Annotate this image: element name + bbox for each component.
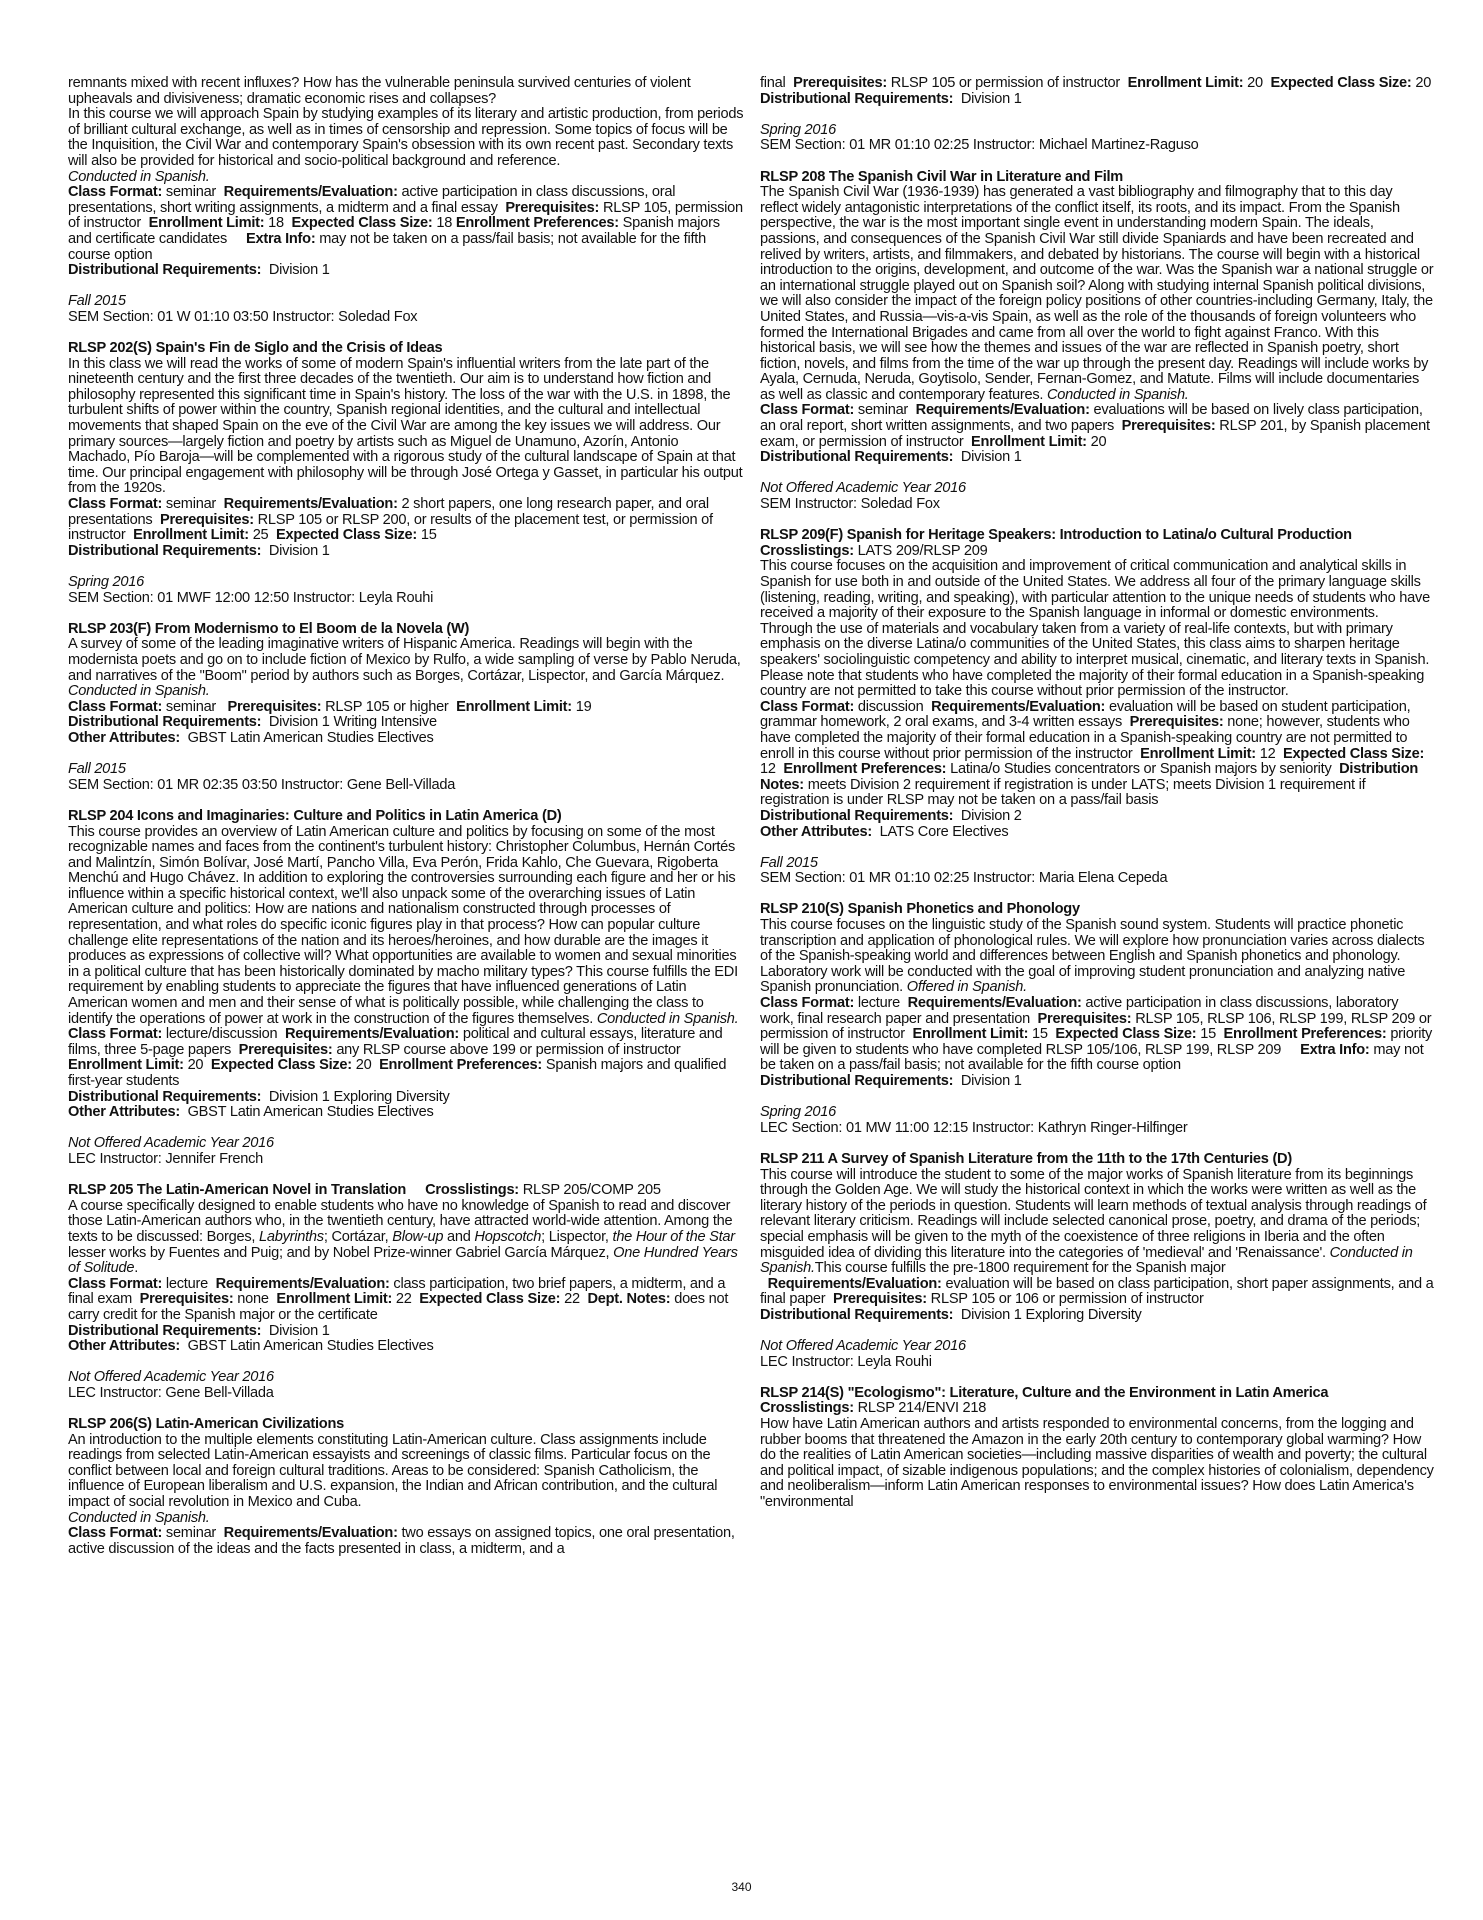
other-attributes: Other Attributes: GBST Latin American Studies Electives bbox=[68, 1338, 434, 1355]
distribution-requirements: Distributional Requirements: Division 1 Exploring Diversity bbox=[760, 1306, 1142, 1323]
course-term: Spring 2016 bbox=[760, 1104, 836, 1121]
course-description: The Spanish Civil War (1936-1939) has generated a vast bibliography and filmography that to this day reflect widely antagonistic interpretations of the conflict itself, its roots, and its impact. From the Spanish perspective, the war is the most important single event in understanding modern Spain. The ideals, passions, and consequences of the Spanish Civil War still divide Spaniards and have been recreated and relived by writers, artists, and filmmakers, and debated by historians. The course will begin with a historical introduction to the origins, development, and outcome of the war. Was the Spanish war a national struggle or an international struggle played out on Spanish soil? Along with studying internal Spanish political divisions, we will also consider the impact of the foreign policy positions of other countries-including Germany, Italy, the United States, and Russia—vis-a-vis Spain, as well as the role of the thousands of foreign volunteers who formed the International Brigades and came from all over the world to fight against Franco. With this historical basis, we will see how the themes and issues of the war are reflected in Spanish poetry, short fiction, novels, and films from the time of the war up through the present day. Readings will include works by Ayala, Cernuda, Neruda, Goytisolo, Sender, Fernan-Gomez, and Matute. Films will include documentaries as well as classic and contemporary features. Conducted in Spanish. bbox=[760, 184, 1434, 403]
distribution-requirements: Distributional Requirements: Division 2 bbox=[760, 807, 1022, 824]
course-term: Not Offered Academic Year 2016 bbox=[68, 1369, 274, 1386]
course-description: A survey of some of the leading imaginative writers of Hispanic America. Readings will begin with the modernista poets and go on to include fiction of Mexico by Rulfo, a wide sampling of verse by Pablo Neruda, and narratives of the "Boom" period by authors such as Borges, Cortázar, Lispector, and García Márquez. Conducted in Spanish. bbox=[68, 636, 741, 700]
course-crosslistings: Crosslistings: RLSP 214/ENVI 218 bbox=[760, 1400, 987, 1417]
course-details: Class Format: seminar Requirements/Evaluation: evaluations will be based on lively class participation, an oral report, short written assignments, and two papers Prerequisites: RLSP 201, by Spanish placement exam, or permission of instructor Enrollment Limit: 20 bbox=[760, 402, 1430, 450]
course-section: LEC Instructor: Leyla Rouhi bbox=[760, 1353, 932, 1370]
course-term: Spring 2016 bbox=[68, 574, 144, 590]
course-title-line: RLSP 205 The Latin-American Novel in Translation Crosslistings: RLSP 205/COMP 205 bbox=[68, 1182, 661, 1199]
course-term: Fall 2015 bbox=[68, 761, 126, 778]
course-description: In this course we will approach Spain by studying examples of its literary and artistic production, from periods of brilliant cultural exchange, as well as in times of censorship and repression. Some topics of focus will be the Inquisition, the Civil War and contemporary Spain's obsession with its own recent past. Secondary texts will also be provided for historical and socio-political background and reference. bbox=[68, 106, 744, 169]
course-details: Class Format: lecture Requirements/Evaluation: class participation, two brief papers, a midterm, and a final exam Prerequisites: none Enrollment Limit: 22 Expected Class Size: 22 Dept. Notes: does not carry credit for the Spanish major or the certificate bbox=[68, 1275, 729, 1323]
course-description: How have Latin American authors and artists responded to environmental concerns, from the logging and rubber booms that threatened the Amazon in the early 20th century to contemporary global warming? How do the realities of Latin American societies—including massive disparities of wealth and poverty; the cultural and political impact, of sizable indigenous populations; and the complex histories of colonialism, dependency and neoliberalism—inform Latin American responses to environmental issues? How does Latin America's "environmental bbox=[760, 1416, 1434, 1511]
course-title: RLSP 211 A Survey of Spanish Literature from the 11th to the 17th Centuries (D) bbox=[760, 1150, 1292, 1167]
course-title: RLSP 204 Icons and Imaginaries: Culture and Politics in Latin America (D) bbox=[68, 807, 562, 824]
course-term: Not Offered Academic Year 2016 bbox=[760, 1338, 966, 1355]
course-title: RLSP 202(S) Spain's Fin de Siglo and the Crisis of Ideas bbox=[68, 340, 443, 357]
course-description: An introduction to the multiple elements constituting Latin-American culture. Class assignments include readings from selected Latin-American essayists and screenings of classic films. Particular focus on the conflict between local and foreign cultural traditions. Areas to be considered: Spanish Catholicism, the influence of European liberalism and U.S. expansion, the Indian and African contribution, and the cultural impact of social revolution in Mexico and Cuba. bbox=[68, 1431, 718, 1511]
course-section: SEM Section: 01 MR 02:35 03:50 Instructor: Gene Bell-Villada bbox=[68, 776, 456, 793]
course-details: Requirements/Evaluation: evaluation will be based on class participation, short paper assignments, and a final paper Prerequisites: RLSP 105 or 106 or permission of instructor bbox=[760, 1275, 1434, 1308]
other-attributes: Other Attributes: GBST Latin American Studies Electives bbox=[68, 1104, 434, 1121]
page-number: 340 bbox=[731, 1880, 752, 1894]
course-term: Fall 2015 bbox=[760, 854, 818, 871]
course-details: Class Format: discussion Requirements/Evaluation: evaluation will be based on student participation, grammar homework, 2 oral exams, and 3-4 written essays Prerequisites: none; however, students who have completed the majority of their formal education in a Spanish-speaking country are not permitted to enroll in this course without prior permission of the instructor Enrollment Limit: 12 Expected Class Size: 12 Enrollment Preferences: Latina/o Studies concentrators or Spanish majors by seniority Distribution Notes: meets Division 2 requirement if registration is under LATS; meets Division 1 requirement if registration is under RLSP may not be taken on a pass/fail basis bbox=[760, 698, 1425, 809]
course-details: Class Format: seminar Requirements/Evaluation: active participation in class discussions, oral presentations, short writing assignments, a midterm and a final essay Prerequisites: RLSP 105, permission of instructor Enrollment Limit: 18 Expected Class Size: 18 Enrollment Preferences: Spanish majors and certificate candidates Extra Info: may not be taken on a pass/fail basis; not available for the fifth course option bbox=[68, 184, 743, 263]
distribution-requirements: Distributional Requirements: Division 1 bbox=[760, 449, 1022, 466]
right-column bbox=[760, 76, 1434, 1511]
course-crosslistings: Crosslistings: LATS 209/RLSP 209 bbox=[760, 542, 988, 559]
distribution-requirements: Distributional Requirements: Division 1 bbox=[68, 542, 330, 559]
distribution-requirements: Distributional Requirements: Division 1 Writing Intensive bbox=[68, 714, 437, 731]
course-description: This course focuses on the acquisition and improvement of critical communication and analytical skills in Spanish for use both in and outside of the United States. We address all four of the primary language skills (listening, reading, writing, and speaking), with particular attention to the unique needs of students who have received a majority of their exposure to the Spanish language in informal or domestic environments. Through the use of materials and vocabulary taken from a variety of real-life contexts, but with primary emphasis on the diverse Latina/o communities of the United States, this class aims to sharpen heritage speakers' sociolinguistic competency and ability to interpret musical, cinematic, and literary texts in Spanish. Please note that students who have completed the majority of their formal education in a Spanish-speaking country are not permitted to take this course without prior permission of the instructor. bbox=[760, 558, 1430, 700]
course-title: RLSP 208 The Spanish Civil War in Literature and Film bbox=[760, 168, 1124, 185]
course-details: Class Format: seminar Requirements/Evaluation: 2 short papers, one long research paper, and oral presentations Prerequisites: RLSP 105 or RLSP 200, or results of the placement test, or permission of instructor Enrollment Limit: 25 Expected Class Size: 15 bbox=[68, 496, 713, 544]
other-attributes: Other Attributes: LATS Core Electives bbox=[760, 823, 1009, 840]
distribution-requirements: Distributional Requirements: Division 1 bbox=[68, 262, 330, 279]
course-section: LEC Instructor: Gene Bell-Villada bbox=[68, 1384, 274, 1401]
course-description: In this class we will read the works of some of modern Spain's influential writers from the late part of the nineteenth century and the first three decades of the twentieth. Our aim is to understand how fiction and philosophy represented this significant time in Spain's history. The loss of the war with the U.S. in 1898, the turbulent shifts of power within the country, Spanish regional identities, and the cultural and intellectual movements that shaped Spain on the eve of the Civil War are among the key issues we will address. Our primary sources—largely fiction and poetry by artists such as Miguel de Unamuno, Azorín, Antonio Machado, Pío Baroja—will be complemented with a rigorous study of the cultural landscape of Spain at that time. Our principal engagement with philosophy will be through José Ortega y Gasset, in particular his output from the 1920s. bbox=[68, 355, 743, 497]
course-title: RLSP 205 The Latin-American Novel in Translation bbox=[68, 1182, 407, 1199]
course-details: Class Format: seminar Prerequisites: RLSP 105 or higher Enrollment Limit: 19 bbox=[68, 698, 592, 715]
course-description: A course specifically designed to enable students who have no knowledge of Spanish to read and discover those Latin-American authors who, in the twentieth century, have attracted world-wide attention. Among the texts to be discussed: Borges, Labyrinths; Cortázar, Blow-up and Hopscotch; Lispector, the Hour of the Star lesser works by Fuentes and Puig; and by Nobel Prize-winner Gabriel García Márquez, One Hundred Years of Solitude. bbox=[68, 1197, 738, 1277]
course-details: final Prerequisites: RLSP 105 or permission of instructor Enrollment Limit: 20 Expected Class Size: 20 bbox=[760, 75, 1432, 91]
distribution-requirements: Distributional Requirements: Division 1 Exploring Diversity bbox=[68, 1088, 450, 1105]
course-language-note: Conducted in Spanish. bbox=[68, 168, 210, 185]
course-description: This course provides an overview of Latin American culture and politics by focusing on some of the most recognizable names and faces from the continent's turbulent history: Christopher Columbus, Hernán Cortés and Malintzín, Simón Bolívar, José Martí, Pancho Villa, Eva Perón, Frida Kahlo, Che Guevara, Rigoberta Menchú and Hugo Chávez. In addition to exploring the controversies surrounding each figure and her or his influence within a specific historical context, we'll also unpack some of the overarching issues of Latin American culture and politics: How are nations and nationalism constructed through processes of representation, and what roles do specific iconic figures play in that process? How can popular culture challenge elite representations of the nation and its heroes/heroines, and how durable are the images it produces as expressions of collective will? What opportunities are available to women and sexual minorities in a political culture that has been historically dominated by macho military types? This course fulfills the EDI requirement by enabling students to appreciate the figures that have influenced generations of Latin American women and men and their sense of what is politically possible, while challenging the class to identify the operations of power at work in the construction of the figures themselves. Conducted in Spanish. bbox=[68, 823, 739, 1027]
course-section: SEM Section: 01 MWF 12:00 12:50 Instructor: Leyla Rouhi bbox=[68, 589, 434, 606]
course-details: Class Format: lecture Requirements/Evaluation: active participation in class discussions, laboratory work, final research paper and presentation Prerequisites: RLSP 105, RLSP 106, RLSP 199, RLSP 209 or permission of instructor Enrollment Limit: 15 Expected Class Size: 15 Enrollment Preferences: priority will be given to students who have completed RLSP 105/106, RLSP 199, RLSP 209 Extra Info: may not be taken on a pass/fail basis; not available for the fifth course option bbox=[760, 995, 1433, 1074]
course-term: Not Offered Academic Year 2016 bbox=[760, 480, 966, 497]
other-attributes: Other Attributes: GBST Latin American Studies Electives bbox=[68, 729, 434, 746]
course-details: Class Format: seminar Requirements/Evaluation: two essays on assigned topics, one oral presentation, active discussion of the ideas and the facts presented in class, a midterm, and a bbox=[68, 1525, 735, 1557]
course-section: LEC Instructor: Jennifer French bbox=[68, 1150, 264, 1167]
course-title: RLSP 210(S) Spanish Phonetics and Phonology bbox=[760, 901, 1080, 918]
course-term: Not Offered Academic Year 2016 bbox=[68, 1135, 274, 1152]
course-section: LEC Section: 01 MW 11:00 12:15 Instructor: Kathryn Ringer-Hilfinger bbox=[760, 1119, 1188, 1136]
course-title: RLSP 206(S) Latin-American Civilizations bbox=[68, 1416, 345, 1433]
course-section: SEM Section: 01 MR 01:10 02:25 Instructor: Maria Elena Cepeda bbox=[760, 870, 1168, 887]
course-term: Fall 2015 bbox=[68, 293, 126, 310]
course-term: Spring 2016 bbox=[760, 121, 836, 138]
distribution-requirements: Distributional Requirements: Division 1 bbox=[68, 1322, 330, 1339]
course-section: SEM Section: 01 W 01:10 03:50 Instructor: Soledad Fox bbox=[68, 308, 418, 325]
distribution-requirements: Distributional Requirements: Division 1 bbox=[760, 1073, 1022, 1089]
course-section: SEM Section: 01 MR 01:10 02:25 Instructor: Michael Martinez-Raguso bbox=[760, 137, 1199, 154]
course-title: RLSP 214(S) "Ecologismo": Literature, Culture and the Environment in Latin America bbox=[760, 1384, 1329, 1401]
course-language-note: Conducted in Spanish. bbox=[68, 1509, 210, 1526]
distribution-requirements: Distributional Requirements: Division 1 bbox=[760, 90, 1022, 107]
course-description: remnants mixed with recent influxes? How has the vulnerable peninsula survived centuries of violent upheavals and divisiveness; dramatic economic rises and collapses? bbox=[68, 75, 691, 107]
left-column bbox=[68, 76, 744, 1557]
course-section: SEM Instructor: Soledad Fox bbox=[760, 496, 940, 513]
course-description: This course focuses on the linguistic study of the Spanish sound system. Students will practice phonetic transcription and application of phonological rules. We will explore how pronunciation varies across dialects of the Spanish-speaking world and differences between English and Spanish phonetics and phonology. Laboratory work will be conducted with the goal of improving student pronunciation and analyzing native Spanish pronunciation. Offered in Spanish. bbox=[760, 917, 1425, 996]
course-title: RLSP 209(F) Spanish for Heritage Speakers: Introduction to Latina/o Cultural Production bbox=[760, 527, 1352, 544]
course-title: RLSP 203(F) From Modernismo to El Boom de la Novela (W) bbox=[68, 620, 470, 637]
course-description: This course will introduce the student to some of the major works of Spanish literature from its beginnings through the Golden Age. We will study the historical context in which the works were written as well as the literary history of the periods in question. Students will learn methods of textual analysis through readings of relevant literary criticism. Readings will include selected canonical prose, poetry, and drama of the periods; special emphasis will be given to the myth of the coexistence of three religions in Iberia and the often misguided idea of dividing this literature into the categories of 'medieval' and 'Renaissance'. Conducted in Spanish.This course fulfills the pre-1800 requirement for the Spanish major bbox=[760, 1166, 1427, 1277]
course-details: Class Format: lecture/discussion Requirements/Evaluation: political and cultural essays, literature and films, three 5-page papers Prerequisites: any RLSP course above 199 or permission of instructor Enrollment Limit: 20 Expected Class Size: 20 Enrollment Preferences: Spanish majors and qualified first-year students bbox=[68, 1026, 727, 1089]
